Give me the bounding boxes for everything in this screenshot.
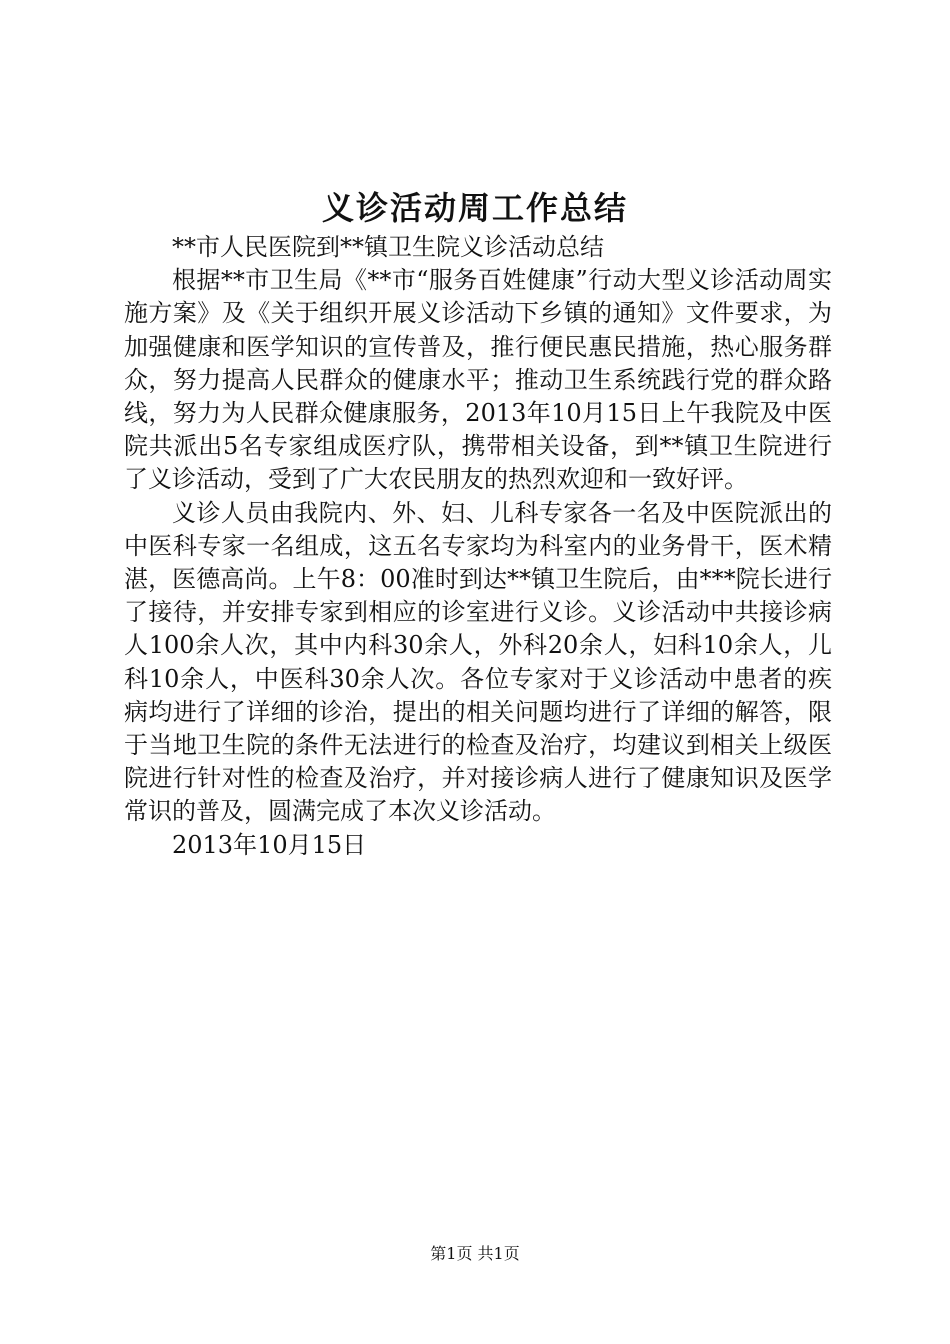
document-title: 义诊活动周工作总结 (321, 189, 628, 227)
date-paragraph: 2013年10月15日 (172, 830, 367, 859)
body-paragraph: 义诊人员由我院内、外、妇、儿科专家各一名及中医院派出的中医科专家一名组成，这五名专家均为科室内的业务骨干，医术精湛，医德高尚。上午8：00准时到达**镇卫生院后，由***院长进行了接待，并安排专家到相应的诊室进行义诊。义诊活动中共接诊病人100余人次，其中内科30余人，外科20余人，妇科10余人，儿科10余人，中医科30余人次。各位专家对于义诊活动中患者的疾病均进行了详细的诊治，提出的相关问题均进行了详细的解答，限于当地卫生院的条件无法进行的检查及治疗，均建议到相关上级医院进行针对性的检查及治疗，并对接诊病人进行了健康知识及医学常识的普及，圆满完成了本次义诊活动。 (124, 498, 832, 826)
document-body (124, 231, 832, 862)
page-footer: 第1页 共1页 (430, 1244, 520, 1263)
subtitle-paragraph: **市人民医院到**镇卫生院义诊活动总结 (172, 233, 604, 261)
body-paragraph: 根据**市卫生局《**市“服务百姓健康”行动大型义诊活动周实施方案》及《关于组织开展义诊活动下乡镇的通知》文件要求，为加强健康和医学知识的宣传普及，推行便民惠民措施，热心服务群众，努力提高人民群众的健康水平；推动卫生系统践行党的群众路线，努力为人民群众健康服务，2013年10月15日上午我院及中医院共派出5名专家组成医疗队，携带相关设备，到**镇卫生院进行了义诊活动，受到了广大农民朋友的热烈欢迎和一致好评。 (124, 266, 832, 494)
